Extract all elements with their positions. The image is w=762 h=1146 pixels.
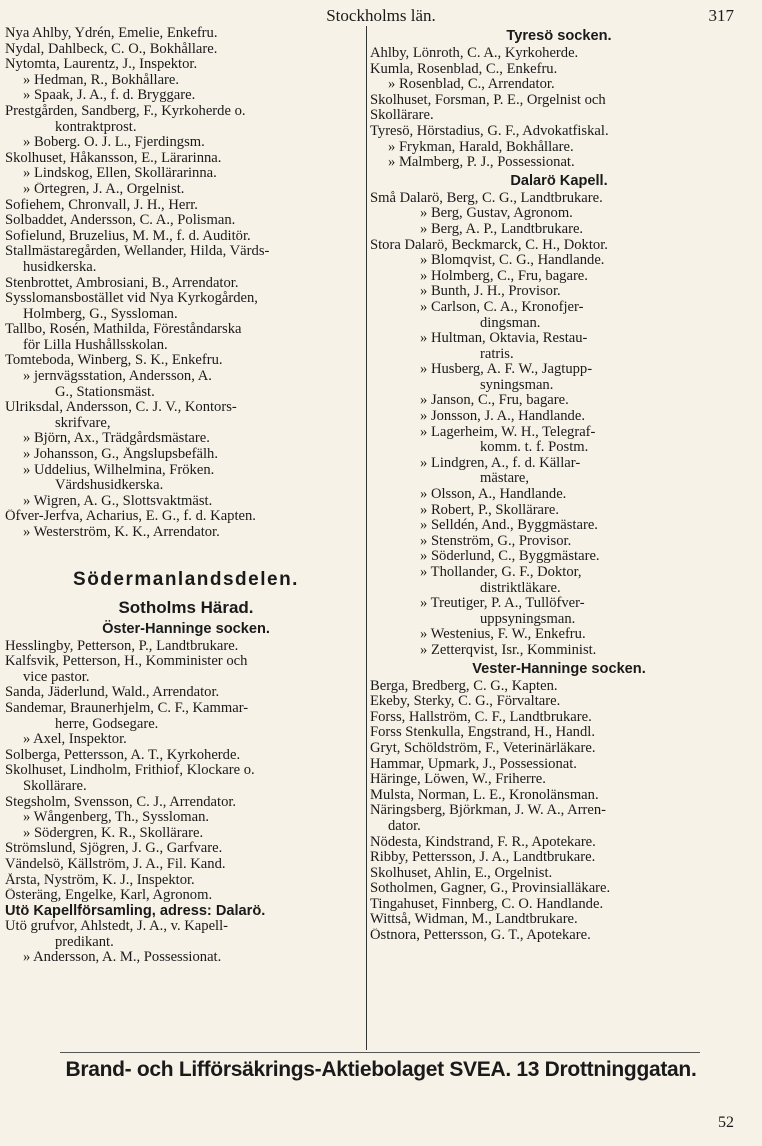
entry-line: » Blomqvist, C. G., Handlande. xyxy=(420,253,605,269)
section-heading: Tyresö socken. xyxy=(506,28,612,44)
entry-line: Sandemar, Braunerhjelm, C. F., Kammar- xyxy=(5,700,249,716)
entry-line: Österäng, Engelke, Karl, Agronom. xyxy=(5,888,213,904)
entry-line: Östnora, Pettersson, G. T., Apotekare. xyxy=(370,928,591,944)
entry-line: » Husberg, A. F. W., Jagtupp- xyxy=(420,362,593,378)
entry-line: » Björn, Ax., Trädgårdsmästare. xyxy=(23,431,210,447)
entry-line: » Boberg. O. J. L., Fjerdingsm. xyxy=(23,135,205,151)
entry-line: Nödesta, Kindstrand, F. R., Apotekare. xyxy=(370,834,596,850)
entry-line: Stenbrottet, Ambrosiani, B., Arrendator. xyxy=(5,275,239,291)
entry-line: Sofiehem, Chronvall, J. H., Herr. xyxy=(5,197,198,213)
entry-line: Stora Dalarö, Beckmarck, C. H., Doktor. xyxy=(370,237,608,253)
entry-line: syningsman. xyxy=(480,377,554,393)
entry-line: ratris. xyxy=(480,346,514,362)
entry-line: » Zetterqvist, Isr., Komminist. xyxy=(420,642,597,658)
entry-line: Prestgården, Sandberg, F., Kyrkoherde o. xyxy=(5,103,246,119)
entry-line: Skollärare. xyxy=(370,108,434,124)
entry-line: » Hultman, Oktavia, Restau- xyxy=(420,331,588,347)
entry-line: komm. t. f. Postm. xyxy=(480,440,589,456)
entry-line: » Uddelius, Wilhelmina, Fröken. xyxy=(23,462,215,478)
entry-line: » Johansson, G., Ångslupsbefälh. xyxy=(23,447,218,463)
entry-line: Värdshusidkerska. xyxy=(55,478,164,494)
entry-line: G., Stationsmäst. xyxy=(55,384,155,400)
entry-line: Hesslingby, Petterson, P., Landtbrukare. xyxy=(5,638,239,654)
entry-line: » Jonsson, J. A., Handlande. xyxy=(420,409,585,425)
entry-line: Små Dalarö, Berg, C. G., Landtbrukare. xyxy=(370,190,603,206)
entry-line: Holmberg, G., Syssloman. xyxy=(23,306,178,322)
entry-line: » Andersson, A. M., Possessionat. xyxy=(23,950,222,966)
entry-line: Häringe, Löwen, W., Friherre. xyxy=(370,772,546,788)
entry-line: Stegsholm, Svensson, C. J., Arrendator. xyxy=(5,794,237,810)
entry-line: Forss, Hallström, C. F., Landtbrukare. xyxy=(370,709,592,725)
entry-line: » Axel, Inspektor. xyxy=(23,732,127,748)
entry-line: distriktläkare. xyxy=(480,580,561,596)
entry-line: » Spaak, J. A., f. d. Bryggare. xyxy=(23,88,196,104)
entry-line: Tallbo, Rosén, Mathilda, Föreståndarska xyxy=(5,322,242,338)
entry-line: » Södergren, K. R., Skollärare. xyxy=(23,825,204,841)
entry-line: Kalfsvik, Petterson, H., Komminister och xyxy=(5,654,248,670)
entry-line: Sysslomansbostället vid Nya Kyrkogården, xyxy=(5,291,258,307)
entry-line: Forss Stenkulla, Engstrand, H., Handl. xyxy=(370,725,595,741)
entry-line: Mulsta, Norman, L. E., Kronolänsman. xyxy=(370,787,599,803)
entry-line: » Örtegren, J. A., Orgelnist. xyxy=(23,181,185,197)
entry-line: Kumla, Rosenblad, C., Enkefru. xyxy=(370,61,558,77)
entry-line: » Wigren, A. G., Slottsvaktmäst. xyxy=(23,493,213,509)
entry-line: » Westenius, F. W., Enkefru. xyxy=(420,627,586,643)
entry-line: Sanda, Jäderlund, Wald., Arrendator. xyxy=(5,685,220,701)
entry-line: » Hedman, R., Bokhållare. xyxy=(23,72,180,88)
entry-line: Näringsberg, Björkman, J. W. A., Arren- xyxy=(370,803,607,819)
entry-line: » Berg, A. P., Landtbrukare. xyxy=(420,221,584,237)
entry-line: Solberga, Pettersson, A. T., Kyrkoherde. xyxy=(5,747,241,763)
entry-line: Ahlby, Lönroth, C. A., Kyrkoherde. xyxy=(370,46,579,61)
entry-line: för Lilla Hushållsskolan. xyxy=(23,337,168,353)
entry-line: Vändelsö, Källström, J. A., Fil. Kand. xyxy=(5,856,226,872)
entry-line: » Lagerheim, W. H., Telegraf- xyxy=(420,424,596,440)
entry-line: dingsman. xyxy=(480,315,541,331)
entry-line: Nydal, Dahlbeck, C. O., Bokhållare. xyxy=(5,41,218,57)
entry-line: Tingahuset, Finnberg, C. O. Handlande. xyxy=(370,896,604,912)
entry-line: vice pastor. xyxy=(23,669,90,685)
advertisement: Brand- och Lifförsäkrings-Aktiebolaget SVEA. 13 Drottninggatan. xyxy=(65,1058,697,1081)
entry-line: » Malmberg, P. J., Possessionat. xyxy=(388,155,575,171)
entry-line: Hammar, Upmark, J., Possessionat. xyxy=(370,756,577,772)
entry-line: kontraktprost. xyxy=(55,119,137,135)
entry-line: Berga, Bredberg, C. G., Kapten. xyxy=(370,678,558,694)
footer-page-number: 52 xyxy=(718,1114,734,1131)
running-header: Stockholms län. xyxy=(326,6,436,25)
entry-line: Nya Ahlby, Ydrén, Emelie, Enkefru. xyxy=(5,26,218,41)
entry-line: » jernvägsstation, Andersson, A. xyxy=(23,369,212,385)
entry-line: Skolhuset, Håkansson, E., Lärarinna. xyxy=(5,150,222,166)
column-divider xyxy=(366,26,367,1050)
entry-line: » Rosenblad, C., Arrendator. xyxy=(388,77,555,93)
entry-line: dator. xyxy=(388,818,421,834)
entry-line: Utö Kapellförsamling, adress: Dalarö. xyxy=(5,903,266,919)
entry-line: » Frykman, Harald, Bokhållare. xyxy=(388,139,574,155)
entry-line: » Treutiger, P. A., Tullöfver- xyxy=(420,596,585,612)
entry-line: Årsta, Nyström, K. J., Inspektor. xyxy=(5,872,195,888)
entry-line: Stallmästaregården, Wellander, Hilda, Värds- xyxy=(5,244,270,260)
entry-line: skrifvare, xyxy=(55,415,111,431)
entry-line: Solbaddet, Andersson, C. A., Polisman. xyxy=(5,213,236,229)
entry-line: Skollärare. xyxy=(23,778,87,794)
entry-line: » Lindgren, A., f. d. Källar- xyxy=(420,455,581,471)
entry-line: » Berg, Gustav, Agronom. xyxy=(420,206,573,222)
section-heading: Dalarö Kapell. xyxy=(510,172,608,189)
entry-line: » Holmberg, C., Fru, bagare. xyxy=(420,268,588,284)
entry-line: » Robert, P., Skollärare. xyxy=(420,502,560,518)
entry-line: » Söderlund, C., Byggmästare. xyxy=(420,549,600,565)
entry-line: uppsyningsman. xyxy=(480,611,576,627)
entry-line: Sofielund, Bruzelius, M. M., f. d. Auditör. xyxy=(5,228,251,244)
entry-line: Ekeby, Sterky, C. G., Förvaltare. xyxy=(370,694,561,710)
entry-line: Skolhuset, Forsman, P. E., Orgelnist och xyxy=(370,92,606,108)
left-column xyxy=(5,26,367,966)
entry-line: mästare, xyxy=(480,471,530,487)
entry-line: Öfver-Jerfva, Acharius, E. G., f. d. Kapten. xyxy=(5,509,256,525)
page-number: 317 xyxy=(708,6,734,25)
entry-line: Strömslund, Sjögren, J. G., Garfvare. xyxy=(5,841,223,857)
entry-line: » Wångenberg, Th., Syssloman. xyxy=(23,810,210,826)
entry-line: husidkerska. xyxy=(23,259,97,275)
entry-line: » Olsson, A., Handlande. xyxy=(420,487,567,503)
entry-line: » Westerström, K. K., Arrendator. xyxy=(23,525,220,540)
entry-line: Utö grufvor, Ahlstedt, J. A., v. Kapell- xyxy=(5,919,229,935)
entry-line: Nytomta, Laurentz, J., Inspektor. xyxy=(5,57,198,73)
section-heading: Södermanlandsdelen. xyxy=(73,568,299,590)
entry-line: Ribby, Pettersson, J. A., Landtbrukare. xyxy=(370,850,596,866)
entry-line: » Selldén, And., Byggmästare. xyxy=(420,518,598,534)
entry-line: Wittså, Widman, M., Landtbrukare. xyxy=(370,912,578,928)
entry-line: Tyresö, Hörstadius, G. F., Advokatfiskal. xyxy=(370,123,609,139)
entry-line: » Thollander, G. F., Doktor, xyxy=(420,565,582,580)
section-heading: Öster-Hanninge socken. xyxy=(102,620,270,637)
section-heading: Sotholms Härad. xyxy=(118,597,254,617)
entry-line: Gryt, Schöldström, F., Veterinärläkare. xyxy=(370,740,596,756)
entry-line: » Lindskog, Ellen, Skollärarinna. xyxy=(23,166,217,182)
entry-line: » Janson, C., Fru, bagare. xyxy=(420,393,569,409)
entry-line: » Bunth, J. H., Provisor. xyxy=(420,284,561,300)
section-heading: Vester-Hanninge socken. xyxy=(472,660,646,677)
entry-line: » Stenström, G., Provisor. xyxy=(420,533,572,549)
entry-line: » Carlson, C. A., Kronofjer- xyxy=(420,299,584,315)
entry-line: Skolhuset, Ahlin, E., Orgelnist. xyxy=(370,865,553,881)
entry-line: Ulriksdal, Andersson, C. J. V., Kontors- xyxy=(5,400,237,416)
right-column xyxy=(370,26,748,944)
entry-line: Skolhuset, Lindholm, Frithiof, Klockare o. xyxy=(5,763,255,779)
entry-line: herre, Godsegare. xyxy=(55,716,159,732)
entry-line: Tomteboda, Winberg, S. K., Enkefru. xyxy=(5,353,223,369)
advert-rule xyxy=(60,1052,700,1053)
entry-line: Sotholmen, Gagner, G., Provinsialläkare. xyxy=(370,881,611,897)
entry-line: predikant. xyxy=(55,934,114,950)
